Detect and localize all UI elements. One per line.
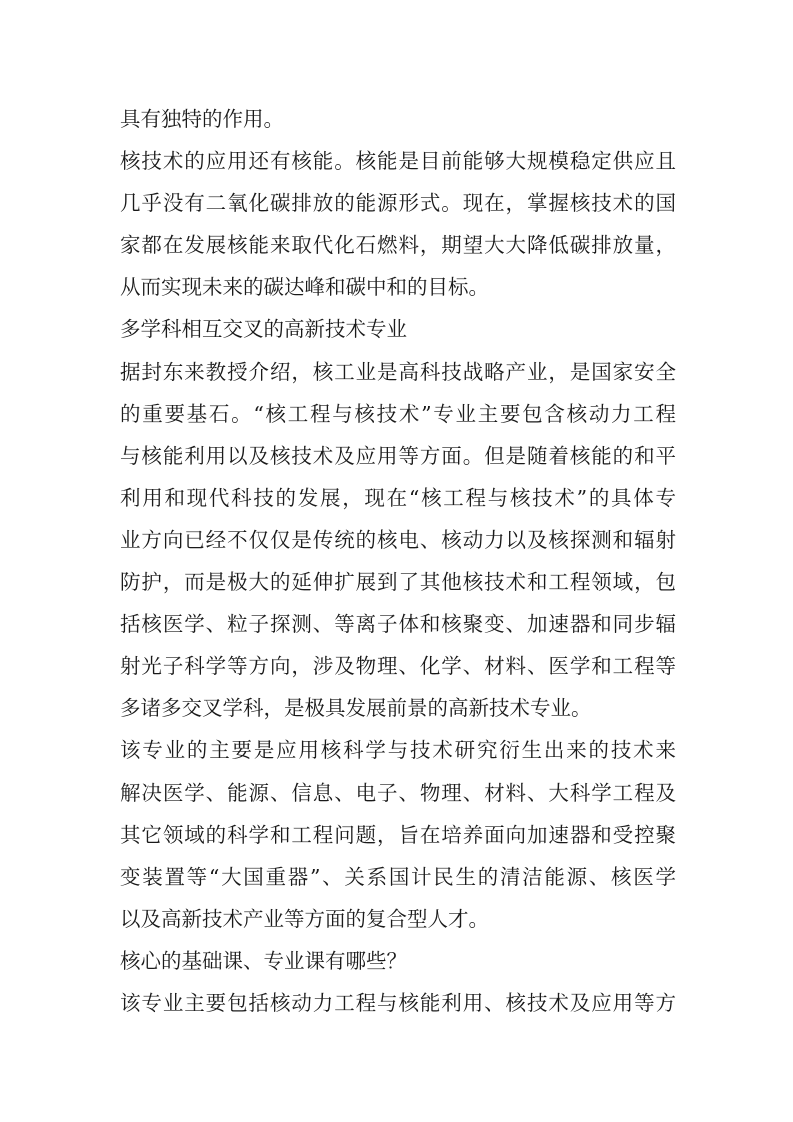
document-body bbox=[120, 98, 676, 1024]
text-line: 几乎没有二氧化碳排放的能源形式。现在，掌握核技术的国 bbox=[120, 191, 676, 216]
text-line: 防护，而是极大的延伸扩展到了其他核技术和工程领域，包 bbox=[120, 570, 676, 595]
text-line: 该专业主要包括核动力工程与核能利用、核技术及应用等方 bbox=[120, 990, 676, 1015]
text-line: 的重要基石。“核工程与核技术”专业主要包含核动力工程 bbox=[120, 401, 676, 426]
heading-line: 核心的基础课、专业课有哪些？ bbox=[120, 948, 407, 973]
text-line: 业方向已经不仅仅是传统的核电、核动力以及核探测和辐射 bbox=[120, 527, 676, 552]
text-line: 利用和现代科技的发展，现在“核工程与核技术”的具体专 bbox=[120, 485, 676, 510]
text-line: 核技术的应用还有核能。核能是目前能够大规模稳定供应且 bbox=[120, 149, 676, 174]
text-line: 具有独特的作用。 bbox=[120, 107, 284, 131]
text-line: 以及高新技术产业等方面的复合型人才。 bbox=[120, 906, 489, 931]
text-line: 其它领域的科学和工程问题，旨在培养面向加速器和受控聚 bbox=[120, 822, 676, 847]
text-line: 据封东来教授介绍，核工业是高科技战略产业，是国家安全 bbox=[120, 359, 676, 384]
paragraph-courses bbox=[120, 982, 676, 1024]
text-line: 括核医学、粒子探测、等离子体和核聚变、加速器和同步辐 bbox=[120, 612, 676, 637]
text-line: 射光子科学等方向，涉及物理、化学、材料、医学和工程等 bbox=[120, 654, 676, 679]
text-line: 多诸多交叉学科，是极具发展前景的高新技术专业。 bbox=[120, 696, 592, 721]
text-line: 该专业的主要是应用核科学与技术研究衍生出来的技术来 bbox=[120, 738, 676, 763]
text-line: 与核能利用以及核技术及应用等方面。但是随着核能的和平 bbox=[120, 443, 676, 468]
paragraph-major-purpose bbox=[120, 729, 676, 939]
text-line: 从而实现未来的碳达峰和碳中和的目标。 bbox=[120, 275, 489, 300]
text-line: 解决医学、能源、信息、电子、物理、材料、大科学工程及 bbox=[120, 780, 676, 805]
section-heading-interdisciplinary bbox=[120, 308, 676, 350]
paragraph-nuclear-energy bbox=[120, 140, 676, 308]
heading-line: 多学科相互交叉的高新技术专业 bbox=[120, 317, 407, 342]
text-line: 家都在发展核能来取代化石燃料，期望大大降低碳排放量， bbox=[120, 233, 676, 258]
paragraph-intro-end bbox=[120, 98, 676, 140]
text-line: 变装置等“大国重器”、关系国计民生的清洁能源、核医学 bbox=[120, 864, 676, 889]
paragraph-professor-intro bbox=[120, 351, 676, 730]
section-heading-core-courses bbox=[120, 940, 676, 982]
